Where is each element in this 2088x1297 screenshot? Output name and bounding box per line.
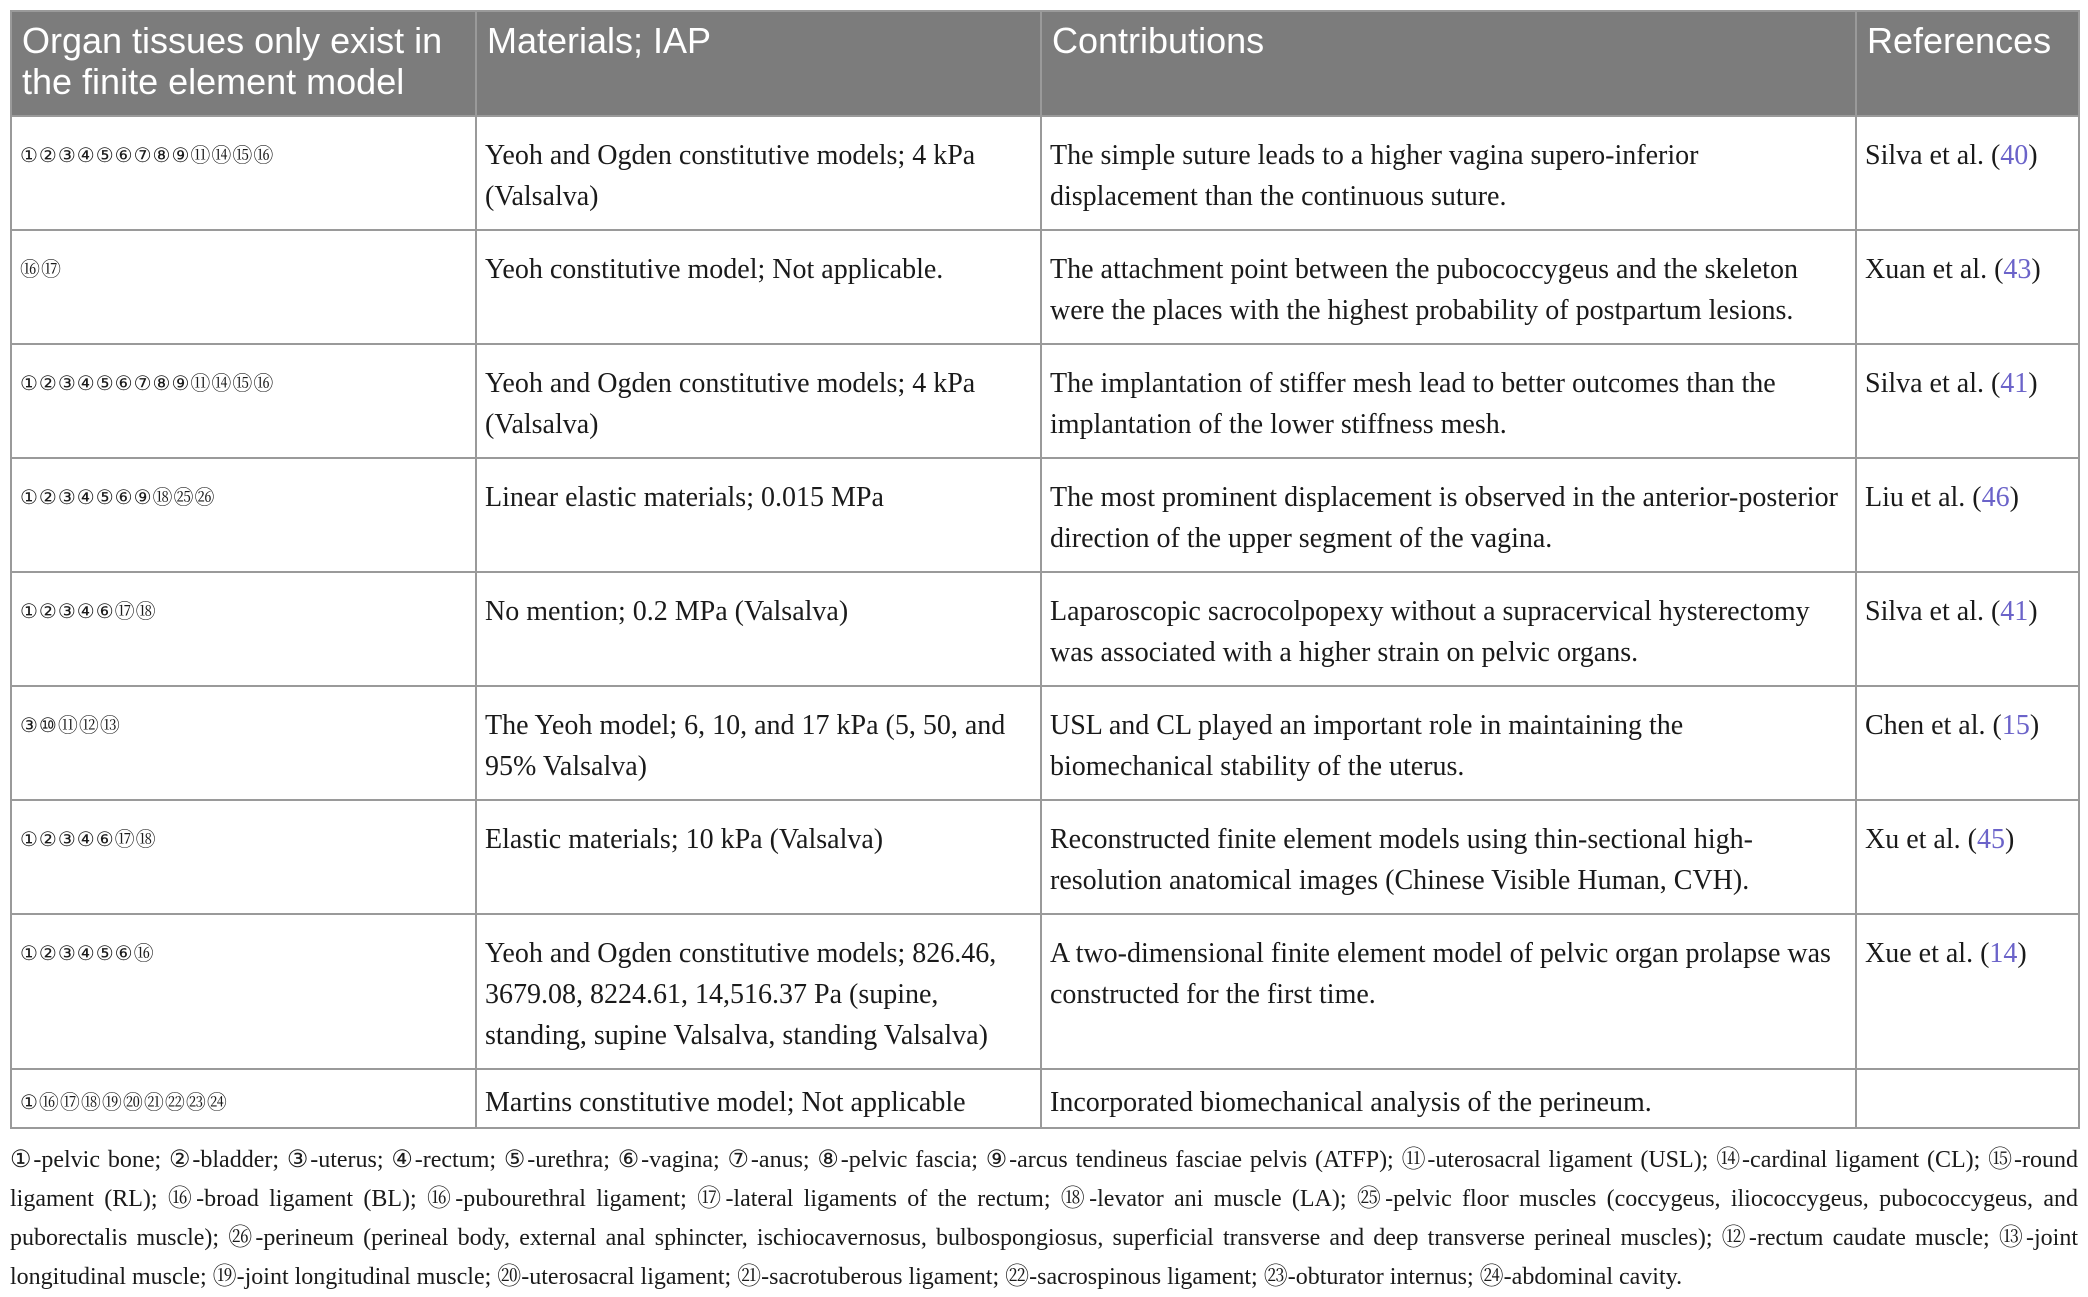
organ-tissues-cell: ①②③④⑥⑰⑱ xyxy=(11,800,476,914)
header-organ-tissues: Organ tissues only exist in the finite element model xyxy=(11,11,476,116)
reference-close: ) xyxy=(2031,254,2041,285)
contribution-cell: A two-dimensional finite element model of pelvic organ prolapse was constructed for the first time. xyxy=(1041,914,1856,1069)
reference-author: Silva et al. ( xyxy=(1865,140,2001,171)
materials-cell: Martins constitutive model; Not applicable xyxy=(476,1069,1041,1128)
reference-cell xyxy=(1856,344,2079,458)
reference-author: Xue et al. ( xyxy=(1865,938,1990,969)
reference-close: ) xyxy=(2029,710,2040,741)
organ-tissues-cell: ①②③④⑤⑥⑦⑧⑨⑪⑭⑮⑯ xyxy=(11,344,476,458)
contribution-cell: USL and CL played an important role in maintaining the biomechanical stability of the uterus. xyxy=(1041,686,1856,800)
materials-cell: The Yeoh model; 6, 10, and 17 kPa (5, 50, and 95% Valsalva) xyxy=(476,686,1041,800)
header-contributions: Contributions xyxy=(1041,11,1856,116)
reference-close: ) xyxy=(2017,938,2027,969)
table-row xyxy=(11,458,2079,572)
organ-tissues-cell: ③⑩⑪⑫⑬ xyxy=(11,686,476,800)
materials-cell: Elastic materials; 10 kPa (Valsalva) xyxy=(476,800,1041,914)
reference-author: Xu et al. ( xyxy=(1865,824,1977,855)
table-row xyxy=(11,116,2079,230)
reference-cell xyxy=(1856,686,2079,800)
fem-studies-table xyxy=(10,10,2080,1129)
materials-cell: Yeoh constitutive model; Not applicable. xyxy=(476,230,1041,344)
organ-tissues-cell: ①②③④⑥⑰⑱ xyxy=(11,572,476,686)
contribution-cell: The implantation of stiffer mesh lead to better outcomes than the implantation of the lower stiffness mesh. xyxy=(1041,344,1856,458)
organ-tissues-cell: ①②③④⑤⑥⑦⑧⑨⑪⑭⑮⑯ xyxy=(11,116,476,230)
reference-close: ) xyxy=(2028,368,2038,399)
organ-tissues-cell: ①⑯⑰⑱⑲⑳㉑㉒㉓㉔ xyxy=(11,1069,476,1128)
table-row xyxy=(11,914,2079,1069)
reference-cell xyxy=(1856,914,2079,1069)
document-page xyxy=(10,10,2078,1297)
table-row xyxy=(11,800,2079,914)
reference-close: ) xyxy=(2028,140,2038,171)
contribution-cell: The attachment point between the pubococcygeus and the skeleton were the places with the highest probability of postpartum lesions. xyxy=(1041,230,1856,344)
reference-author: Silva et al. ( xyxy=(1865,368,2001,399)
reference-link[interactable]: 41 xyxy=(2000,368,2029,399)
contribution-cell: The simple suture leads to a higher vagina supero-inferior displacement than the continuous suture. xyxy=(1041,116,1856,230)
contribution-cell: Reconstructed finite element models using thin-sectional high-resolution anatomical images (Chinese Visible Human, CVH). xyxy=(1041,800,1856,914)
reference-cell xyxy=(1856,800,2079,914)
reference-cell xyxy=(1856,572,2079,686)
organ-tissues-cell: ⑯⑰ xyxy=(11,230,476,344)
reference-close: ) xyxy=(2028,596,2038,627)
reference-cell xyxy=(1856,458,2079,572)
reference-cell xyxy=(1856,230,2079,344)
table-row xyxy=(11,230,2079,344)
table-row xyxy=(11,344,2079,458)
header-materials-iap: Materials; IAP xyxy=(476,11,1041,116)
materials-cell: Linear elastic materials; 0.015 MPa xyxy=(476,458,1041,572)
reference-link[interactable]: 43 xyxy=(2003,254,2032,285)
reference-cell xyxy=(1856,1069,2079,1128)
reference-close: ) xyxy=(2004,824,2015,855)
materials-cell: Yeoh and Ogden constitutive models; 4 kPa (Valsalva) xyxy=(476,344,1041,458)
reference-close: ) xyxy=(2009,482,2019,513)
table-row xyxy=(11,1069,2079,1128)
materials-cell: Yeoh and Ogden constitutive models; 826.46, 3679.08, 8224.61, 14,516.37 Pa (supine, standing, supine Valsalva, standing Valsalva) xyxy=(476,914,1041,1069)
reference-author: Xuan et al. ( xyxy=(1865,254,2004,285)
reference-link[interactable]: 45 xyxy=(1976,824,2005,855)
reference-link[interactable]: 40 xyxy=(2000,140,2029,171)
reference-link[interactable]: 15 xyxy=(2001,710,2030,741)
table-row xyxy=(11,686,2079,800)
reference-author: Liu et al. ( xyxy=(1865,482,1982,513)
reference-cell xyxy=(1856,116,2079,230)
organ-tissues-cell: ①②③④⑤⑥⑨⑱㉕㉖ xyxy=(11,458,476,572)
table-footnote: ①-pelvic bone; ②-bladder; ③-uterus; ④-rectum; ⑤-urethra; ⑥-vagina; ⑦-anus; ⑧-pelvic fascia; ⑨-arcus tendineus fasciae pelvis (ATFP); ⑪-uterosacral ligament (USL); ⑭-cardinal ligament (CL); ⑮-round ligament (RL); ⑯-broad ligament (BL); ⑯-pubourethral ligament; ⑰-lateral ligaments of the rectum; ⑱-levator ani muscle (LA); ㉕-pelvic floor muscles (coccygeus, iliococcygeus, pubococcygeus, and puborectalis muscle); ㉖-perineum (perineal body, external anal sphincter, ischiocavernosus, bulbospongiosus, superficial transverse and deep transverse perineal muscles); ⑫-rectum caudate muscle; ⑬-joint longitudinal muscle; ⑲-joint longitudinal muscle; ⑳-uterosacral ligament; ㉑-sacrotuberous ligament; ㉒-sacrospinous ligament; ㉓-obturator internus; ㉔-abdominal cavity. xyxy=(10,1147,2078,1290)
reference-link[interactable]: 41 xyxy=(2000,596,2029,627)
contribution-cell: The most prominent displacement is observed in the anterior-posterior direction of the upper segment of the vagina. xyxy=(1041,458,1856,572)
table-row xyxy=(11,572,2079,686)
materials-cell: Yeoh and Ogden constitutive models; 4 kPa (Valsalva) xyxy=(476,116,1041,230)
header-references: References xyxy=(1856,11,2079,116)
materials-cell: No mention; 0.2 MPa (Valsalva) xyxy=(476,572,1041,686)
contribution-cell: Laparoscopic sacrocolpopexy without a supracervical hysterectomy was associated with a higher strain on pelvic organs. xyxy=(1041,572,1856,686)
contribution-cell: Incorporated biomechanical analysis of the perineum. xyxy=(1041,1069,1856,1128)
table-header-row xyxy=(11,11,2079,116)
reference-author: Chen et al. ( xyxy=(1865,710,2002,741)
organ-tissues-cell: ①②③④⑤⑥⑯ xyxy=(11,914,476,1069)
reference-link[interactable]: 14 xyxy=(1989,938,2018,969)
reference-author: Silva et al. ( xyxy=(1865,596,2001,627)
reference-link[interactable]: 46 xyxy=(1981,482,2010,513)
